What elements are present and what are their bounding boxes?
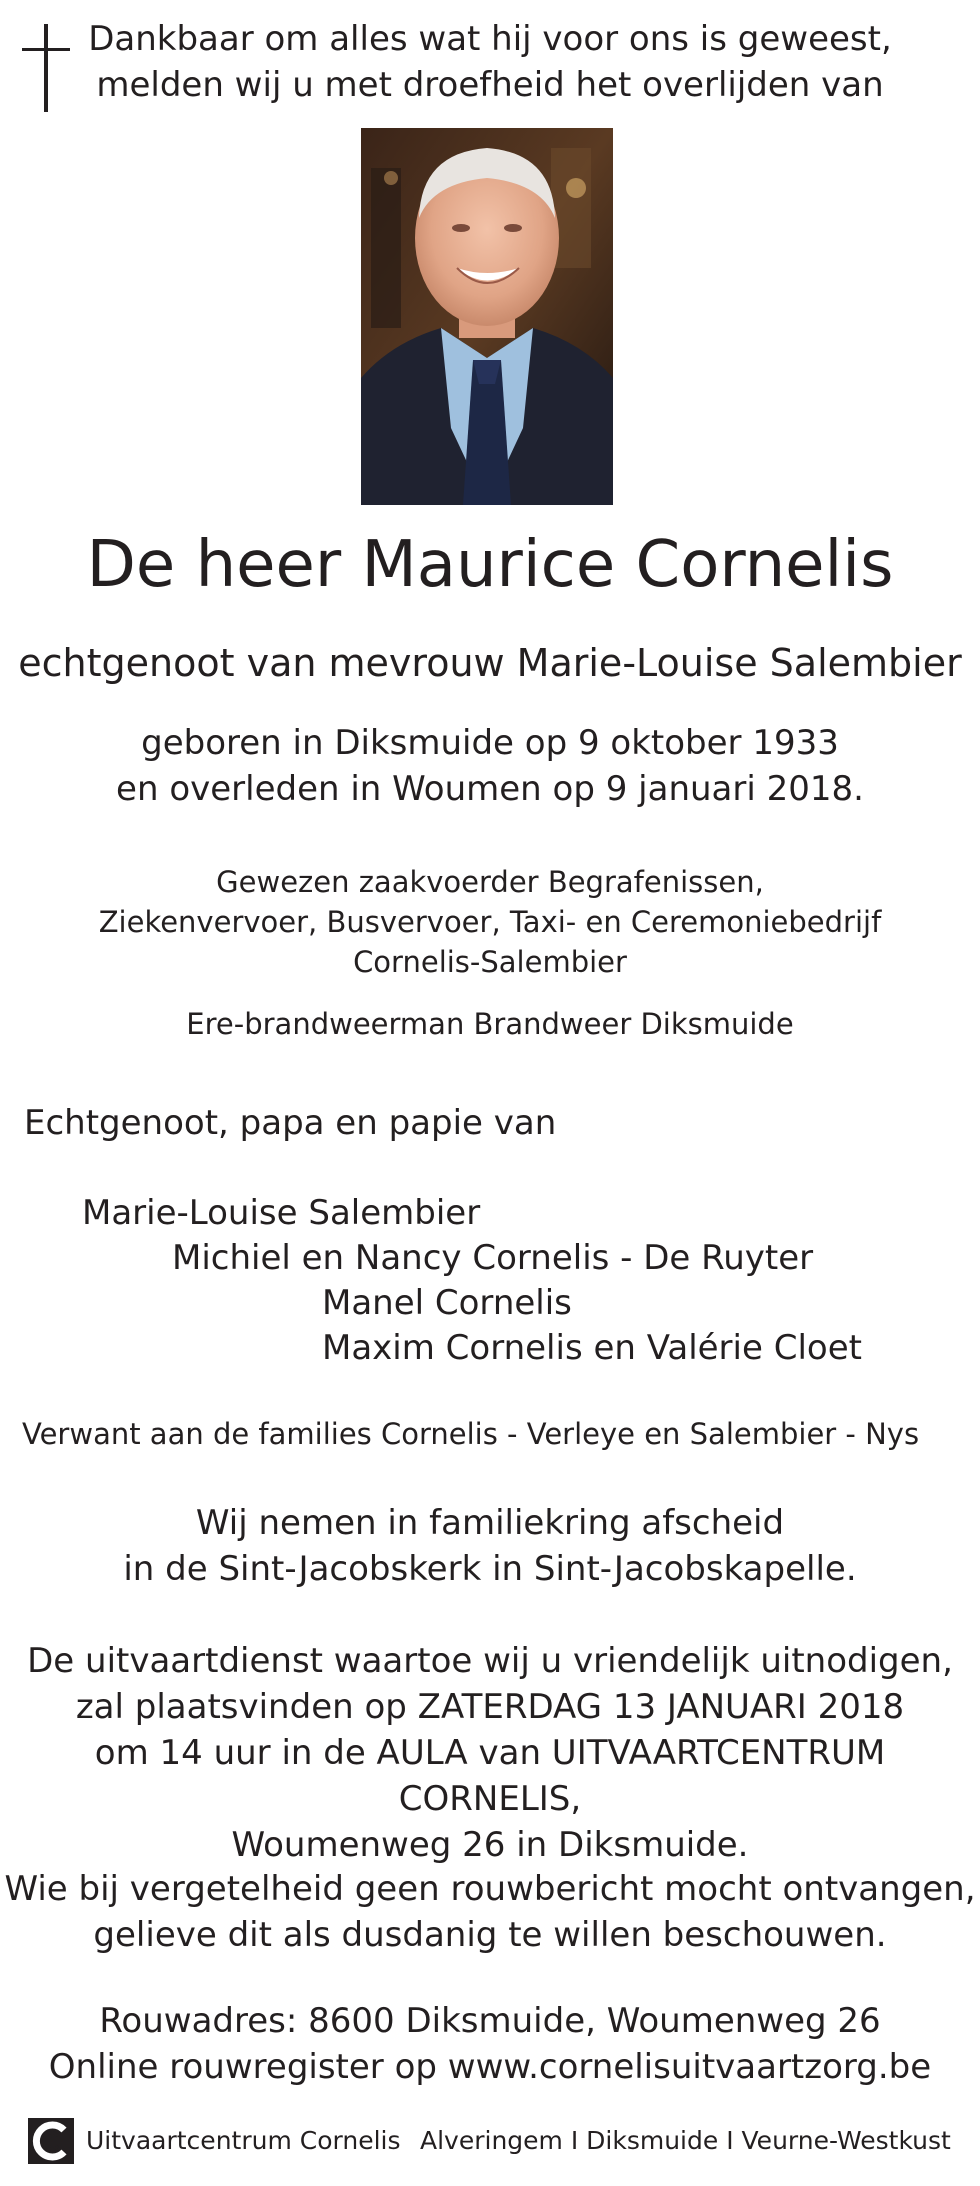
service-line-3: om 14 uur in de AULA van UITVAARTCENTRUM CORNELIS, xyxy=(94,1733,886,1819)
address-line-1: Rouwadres: 8600 Diksmuide, Woumenweg 26 xyxy=(99,2001,881,2041)
deceased-name: De heer Maurice Cornelis xyxy=(86,528,894,602)
intro-text xyxy=(80,16,900,108)
footer-company: Uitvaartcentrum Cornelis xyxy=(86,2126,401,2155)
intro-line-1: Dankbaar om alles wat hij voor ons is geweest, xyxy=(88,19,892,59)
service-line-2: zal plaatsvinden op ZATERDAG 13 JANUARI 2018 xyxy=(75,1687,905,1727)
family-member: Michiel en Nancy Cornelis - De Ruyter xyxy=(172,1238,814,1278)
death-line: en overleden in Woumen op 9 januari 2018. xyxy=(116,769,864,809)
career-line-3: Cornelis-Salembier xyxy=(353,945,627,979)
farewell-line-2: in de Sint-Jacobskerk in Sint-Jacobskapelle. xyxy=(123,1549,857,1589)
service-line-1: De uitvaartdienst waartoe wij u vriendelijk uitnodigen, xyxy=(27,1641,953,1681)
honor-line: Ere-brandweerman Brandweer Diksmuide xyxy=(186,1007,794,1041)
address-line-2: Online rouwregister op www.cornelisuitvaartzorg.be xyxy=(48,2047,932,2087)
intro-line-2: melden wij u met droefheid het overlijden van xyxy=(96,65,884,105)
service-line-4: Woumenweg 26 in Diksmuide. xyxy=(231,1825,749,1865)
birth-line: geboren in Diksmuide op 9 oktober 1933 xyxy=(141,723,839,763)
family-intro: Echtgenoot, papa en papie van xyxy=(24,1103,557,1143)
career-text xyxy=(0,862,980,982)
career-line-2: Ziekenvervoer, Busvervoer, Taxi- en Ceremoniebedrijf xyxy=(98,905,882,939)
notice-line-2: gelieve dit als dusdanig te willen beschouwen. xyxy=(93,1915,887,1955)
notice-line-1: Wie bij vergetelheid geen rouwbericht mocht ontvangen, xyxy=(4,1869,976,1909)
family-member: Marie-Louise Salembier xyxy=(82,1193,481,1233)
notice-text xyxy=(0,1866,980,1958)
company-logo-icon xyxy=(28,2118,74,2164)
spouse-line: echtgenoot van mevrouw Marie-Louise Salembier xyxy=(18,641,962,685)
farewell-line-1: Wij nemen in familiekring afscheid xyxy=(195,1503,785,1543)
career-line-1: Gewezen zaakvoerder Begrafenissen, xyxy=(216,865,764,899)
footer-locations: Alveringem I Diksmuide I Veurne-Westkust xyxy=(420,2126,951,2155)
family-member: Maxim Cornelis en Valérie Cloet xyxy=(322,1328,862,1368)
footer xyxy=(28,2118,958,2164)
life-dates xyxy=(0,720,980,812)
address-text xyxy=(0,1998,980,2090)
service-text xyxy=(0,1638,980,1868)
portrait-photo xyxy=(361,128,613,505)
cross-icon xyxy=(22,24,70,112)
family-member: Manel Cornelis xyxy=(322,1283,572,1323)
farewell-text xyxy=(0,1500,980,1592)
related-families: Verwant aan de families Cornelis - Verleye en Salembier - Nys xyxy=(22,1417,920,1451)
